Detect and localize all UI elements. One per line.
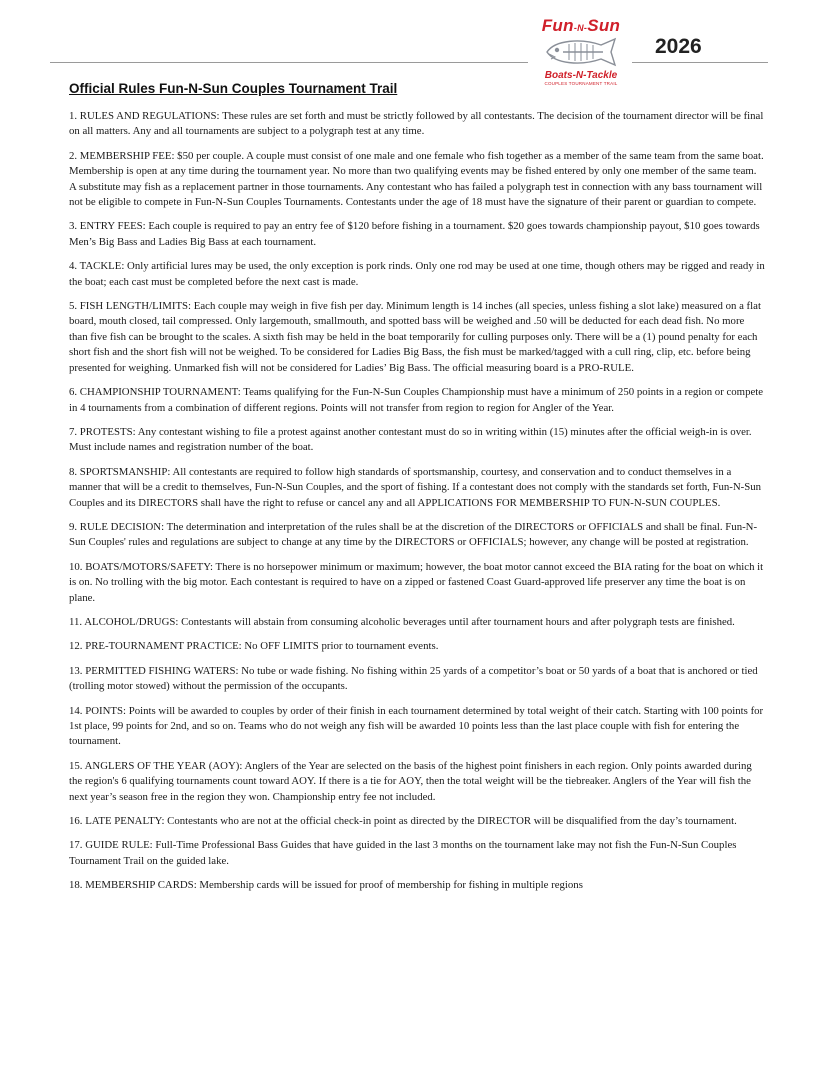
rule-9: 9. RULE DECISION: The determination and interpretation of the rules shall be at the discretion of the DIRECTORS or OFFICIALS and shall be final. Fun-N-Sun Couples' rules and regulations are subject to change at any time by the DIRECTORS or OFFICIALS; however, any change will be posted at registration. (69, 520, 758, 549)
rule-13: 13. PERMITTED FISHING WATERS: No tube or wade fishing. No fishing within 25 yards of a competitor’s boat or 50 yards of a boat that is anchored or tied (trolling motor stowed) without the permission of the occupants. (69, 664, 758, 693)
rules-list (69, 109, 765, 903)
rule-14: 14. POINTS: Points will be awarded to couples by order of their finish in each tournament determined by total weight of their catch. Starting with 100 points for 1st place, 99 points for 2nd, and so on. Teams who do not weigh any fish will be awarded 10 points less than the last place couple with fish for entering the tournament. (69, 704, 764, 748)
header-rule-left (50, 62, 528, 63)
rule-17: 17. GUIDE RULE: Full-Time Professional Bass Guides that have guided in the last 3 months on the tournament lake may not fish the Fun-N-Sun Couples Tournament Trail on the guided lake. (69, 839, 737, 867)
logo-brand-right: Sun (587, 16, 621, 35)
fun-n-sun-logo (533, 14, 629, 86)
rule-4: 4. TACKLE: Only artificial lures may be used, the only exception is pork rinds. Only one rod may be used at one time, though others may be rigged and ready in the boat; each cast must be completed before the next cast is made. (69, 260, 765, 288)
year-label: 2026 (655, 35, 702, 58)
logo-tagline: COUPLES TOURNAMENT TRAIL (544, 81, 618, 86)
logo-brand-mid: -N- (573, 23, 588, 33)
rule-16: 16. LATE PENALTY: Contestants who are not at the official check-in point as directed by the DIRECTOR will be disqualified from the day’s tournament. (69, 815, 737, 828)
rule-3: 3. ENTRY FEES: Each couple is required to pay an entry fee of $120 before fishing in a tournament. $20 goes towards championship payout, $10 goes towards Men’s Big Bass and Ladies Big Bass at each tournament. (69, 220, 760, 248)
rule-5: 5. FISH LENGTH/LIMITS: Each couple may weigh in five fish per day. Minimum length is 14 inches (all species, unless fishing a slot lake) measured on a flat board, mouth closed, tail compressed. Only largemouth, smallmouth, and spotted bass will be weighed and .50 will be deducted for each dead fish. No more than five fish can be brought to the scales. A sixth fish may be held in the boat temporarily for culling purposes only. There will be a (1) pound penalty for each short fish and the short fish will not be weighed. To be considered for Ladies Big Bass, the fish must be marked/tagged with a cull ring, clip, etc. before being presented for weighing. Unmarked fish will not be considered for Ladies’ Big Bass. The official measuring board is a PRO-RULE. (69, 300, 761, 374)
rule-1: 1. RULES AND REGULATIONS: These rules are set forth and must be strictly followed by all contestants. The decision of the tournament director will be final on all matters. Any and all tournaments are subject to a polygraph test at any time. (69, 110, 764, 138)
rule-8: 8. SPORTSMANSHIP: All contestants are required to follow high standards of sportsmanship, courtesy, and conservation and to conduct themselves in a manner that will be a credit to themselves, Fun-N-Sun Couples, and the sport of fishing. If a contestant does not comply with the standards set forth, Fun-N-Sun Couples and its DIRECTORS shall have the right to refuse or cancel any and all APPLICATIONS FOR MEMBERSHIP TO FUN-N-SUN COUPLES. (69, 465, 762, 509)
rule-7: 7. PROTESTS: Any contestant wishing to file a protest against another contestant must do so in writing within (15) minutes after the official weigh-in is over. Must include names and registration number of the boat. (69, 425, 752, 454)
logo-brand (533, 16, 629, 36)
rule-15: 15. ANGLERS OF THE YEAR (AOY): Anglers of the Year are selected on the basis of the highest point finishers in each region. Only points awarded during the region's 6 qualifying tournaments count toward AOY. If there is a tie for AOY, then the total weight will be the tiebreaker. Anglers of the Year will fish the next year’s season free in the region they won. Championship entry fee not included. (69, 759, 752, 803)
rule-6: 6. CHAMPIONSHIP TOURNAMENT: Teams qualifying for the Fun-N-Sun Couples Championship must have a minimum of 250 points in a region or compete in 4 tournaments from a combination of different regions. Points will not transfer from region to region for Angler of the Year. (69, 386, 764, 414)
rule-11: 11. ALCOHOL/DRUGS: Contestants will abstain from consuming alcoholic beverages until after tournament hours and after polygraph tests are finished. (69, 615, 735, 628)
logo-brand-left: Fun (541, 16, 574, 35)
page-title: Official Rules Fun-N-Sun Couples Tournament Trail (69, 81, 398, 96)
rule-10: 10. BOATS/MOTORS/SAFETY: There is no horsepower minimum or maximum; however, the boat motor cannot exceed the BIA rating for the boat on which it is on. No trolling with the big motor. Each contestant is required to have on a zipped or fastened Coast Guard-approved life preserver any time the boat is on plane. (69, 560, 764, 604)
rule-12: 12. PRE-TOURNAMENT PRACTICE: No OFF LIMITS prior to tournament events. (69, 640, 439, 653)
fish-skeleton-icon (541, 35, 621, 69)
rule-18: 18. MEMBERSHIP CARDS: Membership cards will be issued for proof of membership for fishing in multiple regions (69, 879, 583, 892)
header-rule-right (632, 62, 768, 63)
logo-subtitle: Boats-N-Tackle (544, 70, 618, 81)
rule-2: 2. MEMBERSHIP FEE: $50 per couple. A couple must consist of one male and one female who fish together as a member of the same team from the same boat. Membership is open at any time during the tournament year. No more than two qualifying events may be fished entered by only one member of the same team. A substitute may fish as a replacement partner in those tournaments. Any contestant who has failed a polygraph test in connection with any bass tournament will not be eligible to compete in Fun-N-Sun Couples Tournaments. Contestants under the age of 18 must have the signature of their parent or guardian to compete. (69, 149, 764, 209)
